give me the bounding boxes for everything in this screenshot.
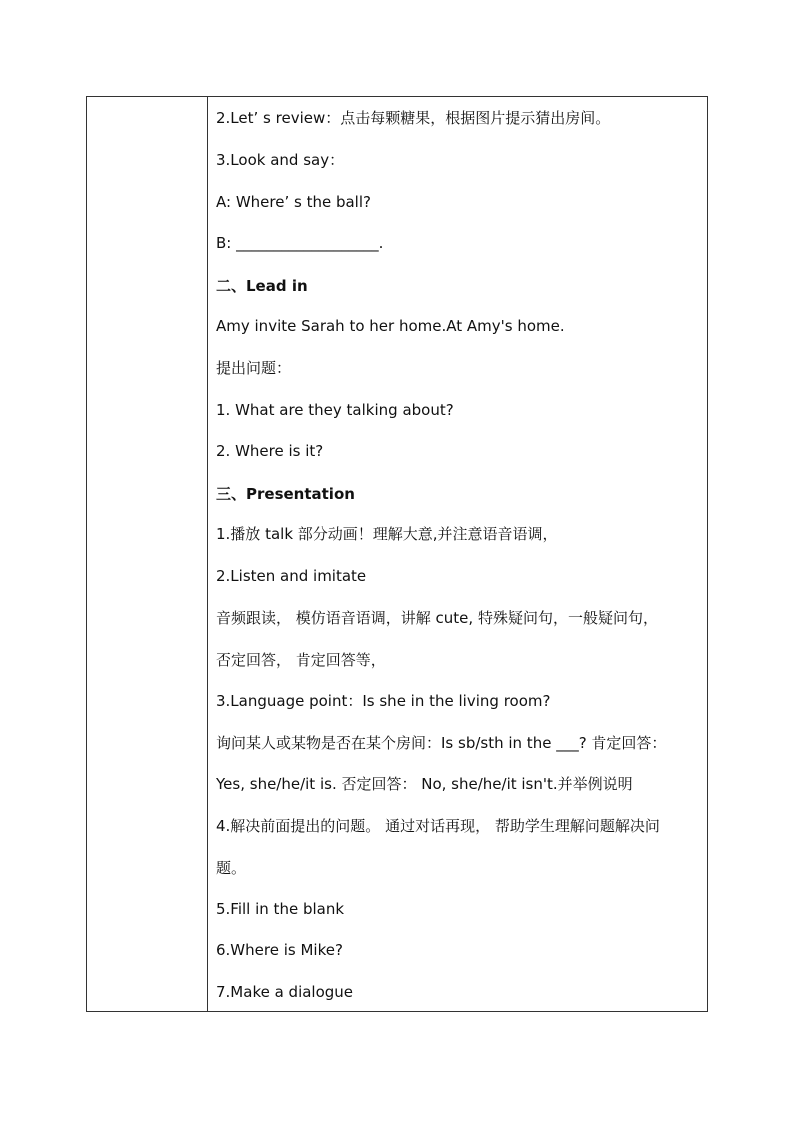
section-heading-lead-in: 二、Lead in bbox=[216, 277, 308, 295]
lesson-table bbox=[86, 96, 708, 1012]
presentation-step-3: 3.Language point：Is she in the living room? bbox=[216, 692, 551, 710]
presentation-step-4-cont: 题。 bbox=[216, 859, 247, 877]
dialogue-answer-blank: B: ___________________. bbox=[216, 234, 384, 252]
presentation-step-3-detail-cont: Yes, she/he/it is. 否定回答： No, she/he/it isn't.并举例说明 bbox=[216, 775, 633, 793]
presentation-step-2: 2.Listen and imitate bbox=[216, 567, 367, 585]
lead-in-text: Amy invite Sarah to her home.At Amy's home. bbox=[216, 317, 565, 335]
section-heading-presentation: 三、Presentation bbox=[216, 485, 355, 503]
step-review: 2.Let’ s review：点击每颗糖果，根据图片提示猜出房间。 bbox=[216, 109, 611, 127]
question-1: 1. What are they talking about? bbox=[216, 401, 454, 419]
presentation-step-6: 6.Where is Mike? bbox=[216, 941, 343, 959]
questions-heading: 提出问题： bbox=[216, 359, 292, 377]
presentation-step-5: 5.Fill in the blank bbox=[216, 900, 345, 918]
presentation-step-2-detail-cont: 否定回答， 肯定回答等， bbox=[216, 651, 386, 669]
dialogue-question: A: Where’ s the ball? bbox=[216, 193, 371, 211]
presentation-step-2-detail: 音频跟读， 模仿语音语调，讲解 cute, 特殊疑问句，一般疑问句， bbox=[216, 609, 658, 627]
table-left-cell bbox=[87, 97, 208, 1011]
presentation-step-3-detail: 询问某人或某物是否在某个房间：Is sb/sth in the ___? 肯定回答： bbox=[216, 734, 667, 752]
presentation-step-7: 7.Make a dialogue bbox=[216, 983, 354, 1001]
question-2: 2. Where is it? bbox=[216, 442, 324, 460]
table-content-cell bbox=[208, 97, 707, 1011]
step-look-and-say: 3.Look and say： bbox=[216, 151, 345, 169]
presentation-step-1: 1.播放 talk 部分动画！理解大意,并注意语音语调， bbox=[216, 525, 558, 543]
presentation-step-4: 4.解决前面提出的问题。 通过对话再现， 帮助学生理解问题解决问 bbox=[216, 817, 660, 835]
